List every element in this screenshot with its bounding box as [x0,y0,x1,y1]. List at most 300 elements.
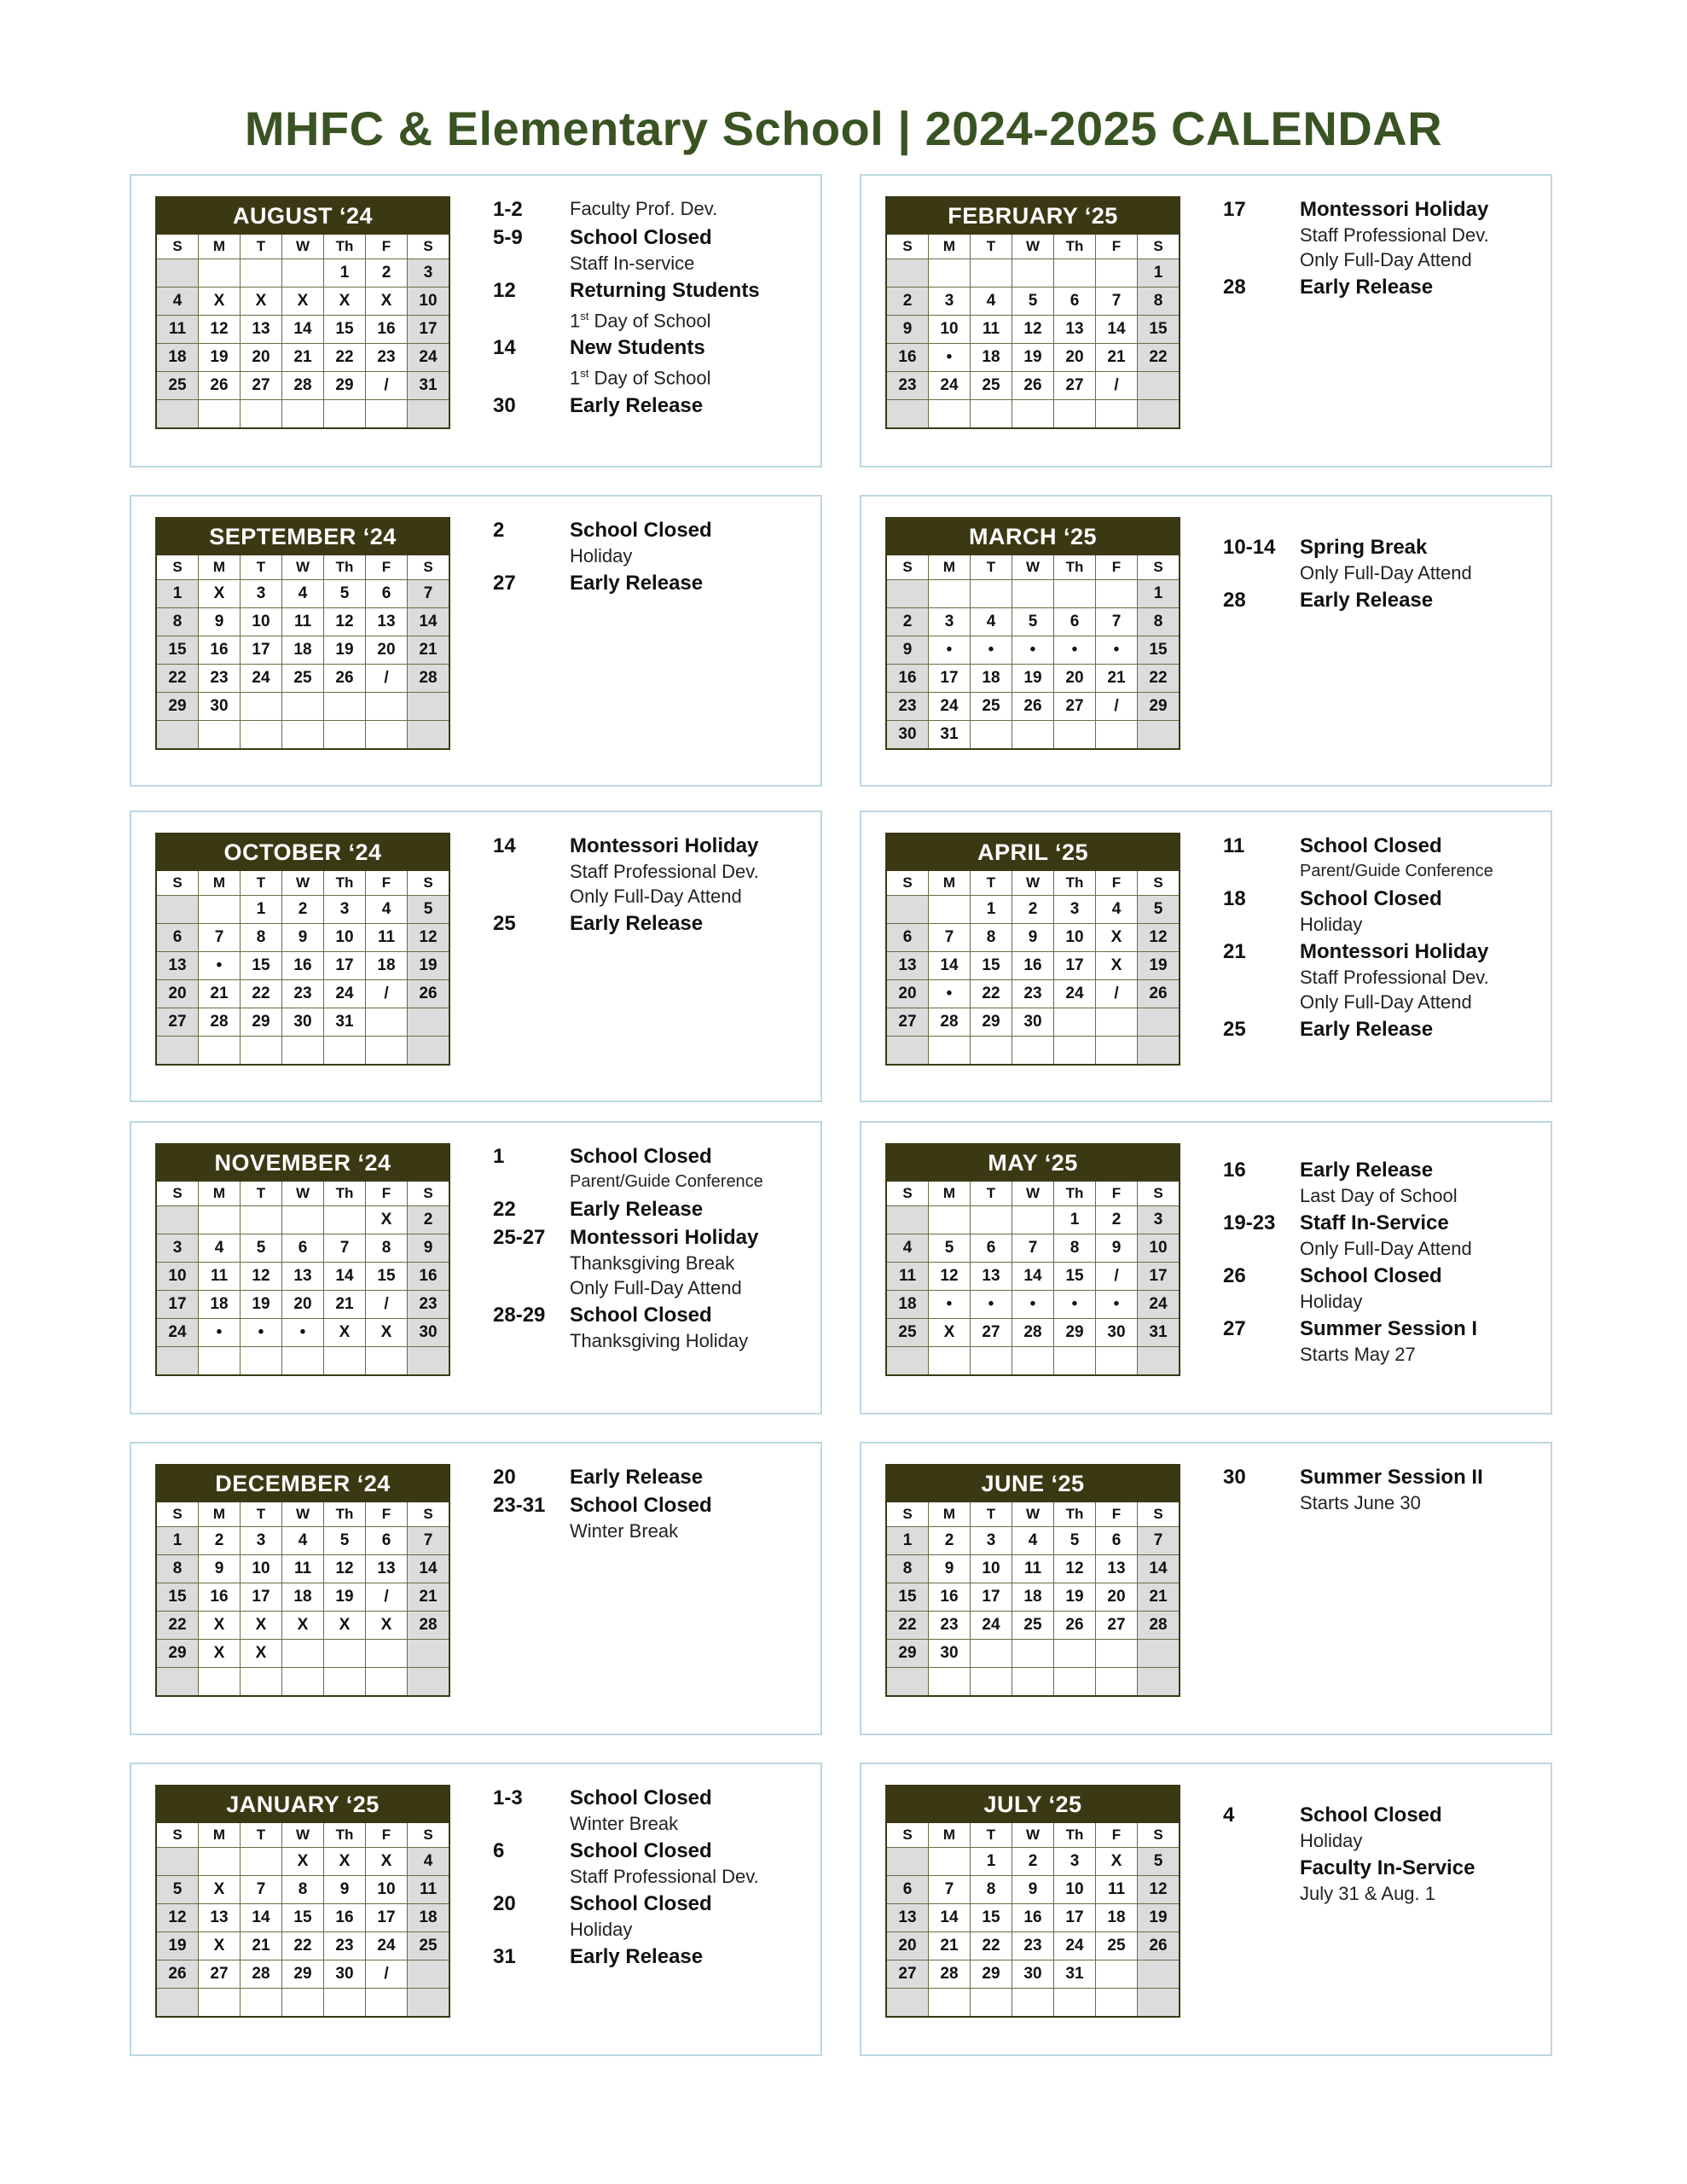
week-row [156,1234,449,1263]
event-body [570,1492,817,1543]
day-cell: 12 [156,1904,199,1932]
day-cell: X [199,1876,241,1904]
day-cell: 25 [971,372,1012,400]
day-cell: 28 [929,1960,971,1989]
day-cell [282,1640,324,1668]
day-cell [282,721,324,750]
day-cell: 3 [929,288,971,316]
month-header-row [886,1144,1180,1182]
event-date: 27 [493,572,516,595]
day-cell: 17 [1054,1904,1096,1932]
event-body [1300,1157,1547,1208]
day-cell [366,1008,408,1037]
day-cell: 2 [1096,1206,1138,1234]
day-cell: 22 [971,980,1012,1008]
day-cell: 18 [1096,1904,1138,1932]
day-cell: 13 [199,1904,241,1932]
day-cell [886,400,929,429]
day-cell: 3 [324,896,366,924]
weekday-label: T [971,871,1012,896]
week-row [886,1583,1180,1612]
day-cell: 3 [156,1234,199,1263]
day-cell [1096,400,1138,429]
event-item [493,334,817,390]
event-title: School Closed [570,1892,712,1915]
month-box [130,1442,822,1735]
day-cell [1012,721,1054,750]
day-cell: 17 [324,952,366,980]
day-cell: 12 [1012,316,1054,344]
weekday-label: S [156,1182,199,1206]
day-cell: 5 [241,1234,282,1263]
day-cell [1138,1960,1180,1989]
day-cell [241,1347,282,1376]
event-title: Montessori Holiday [570,1226,759,1249]
day-cell: X [199,1932,241,1960]
weekday-label: T [971,1823,1012,1848]
day-cell: 7 [408,1527,450,1555]
day-cell: 15 [971,952,1012,980]
event-title: Early Release [570,1198,704,1221]
day-cell: X [1096,924,1138,952]
day-cell: 15 [324,316,366,344]
day-cell: 9 [929,1555,971,1583]
event-date: 2 [493,519,505,542]
event-item [493,392,817,419]
day-cell: 28 [408,1612,450,1640]
month-name: SEPTEMBER ‘24 [156,518,449,555]
day-cell [1012,1668,1054,1697]
day-cell: 6 [366,1527,408,1555]
week-row [156,344,449,372]
day-cell: 17 [366,1904,408,1932]
month-name: JUNE ‘25 [886,1465,1180,1502]
day-cell: 14 [929,1904,971,1932]
day-cell: 9 [199,608,241,636]
week-row [156,1876,449,1904]
day-cell: X [282,1612,324,1640]
day-cell [1012,259,1054,288]
day-cell [156,259,199,288]
day-cell: 23 [1012,980,1054,1008]
day-cell: 13 [971,1263,1012,1291]
event-body [1300,1316,1547,1367]
weekday-label: T [971,1502,1012,1527]
week-row [156,608,449,636]
event-list [1223,1464,1547,1517]
day-cell [156,1037,199,1066]
day-cell: 24 [1054,980,1096,1008]
event-body [1300,587,1547,613]
day-cell: 10 [241,608,282,636]
event-title: New Students [570,336,705,360]
day-cell: 13 [366,1555,408,1583]
event-list [1223,196,1547,302]
day-cell: 16 [324,1904,366,1932]
day-cell: 15 [1054,1263,1096,1291]
day-cell [929,1206,971,1234]
day-cell: 31 [929,721,971,750]
day-cell [1054,1989,1096,2018]
event-body [1300,1464,1547,1515]
week-row [156,980,449,1008]
week-row [886,1263,1180,1291]
day-cell: • [241,1319,282,1347]
day-cell: 24 [929,372,971,400]
day-cell [1054,721,1096,750]
day-cell: 24 [408,344,450,372]
day-cell: • [929,636,971,665]
day-cell: X [282,288,324,316]
event-title: School Closed [570,1304,712,1327]
event-detail: Only Full-Day Attend [1300,249,1472,270]
weekday-header-row [156,1823,449,1848]
day-cell: 14 [241,1904,282,1932]
day-cell: 8 [1138,608,1180,636]
event-date: 10-14 [1223,536,1276,559]
day-cell: / [366,1960,408,1989]
month-box [130,1763,822,2056]
day-cell: • [199,952,241,980]
day-cell: 30 [886,721,929,750]
day-cell: 14 [1138,1555,1180,1583]
event-detail: Winter Break [570,1520,679,1542]
day-cell: 3 [408,259,450,288]
day-cell: X [324,1848,366,1876]
weekday-label: F [366,1182,408,1206]
day-cell: 23 [324,1932,366,1960]
day-cell: 4 [1012,1527,1054,1555]
day-cell: 18 [366,952,408,980]
day-cell [241,1848,282,1876]
event-detail: Holiday [570,1919,633,1940]
weekday-label: Th [324,871,366,896]
weekday-label: Th [1054,235,1096,259]
day-cell: 21 [929,1932,971,1960]
day-cell: 17 [408,316,450,344]
day-cell [366,1989,408,2018]
day-cell: 17 [929,665,971,693]
event-detail: Starts June 30 [1300,1492,1421,1513]
day-cell: 5 [1138,1848,1180,1876]
day-cell: 7 [929,924,971,952]
day-cell [886,580,929,608]
day-cell: 6 [886,1876,929,1904]
day-cell: X [366,288,408,316]
day-cell [1138,372,1180,400]
month-calendar [155,1464,450,1697]
day-cell: 19 [156,1932,199,1960]
week-row [156,1291,449,1319]
event-title: School Closed [570,1839,712,1862]
day-cell: 29 [282,1960,324,1989]
event-detail: Only Full-Day Attend [1300,562,1472,584]
week-row [886,1008,1180,1037]
month-name: APRIL ‘25 [886,834,1180,871]
event-detail: Holiday [1300,1830,1363,1851]
day-cell [971,1037,1012,1066]
event-detail: Staff In-service [570,253,695,274]
day-cell [156,1206,199,1234]
event-item [493,833,817,909]
day-cell: 12 [241,1263,282,1291]
week-row [886,1640,1180,1668]
weekday-label: M [199,1823,241,1848]
month-header-row [886,1465,1180,1502]
day-cell: 10 [156,1263,199,1291]
day-cell [971,1206,1012,1234]
day-cell: X [241,1612,282,1640]
weekday-label: S [156,1502,199,1527]
week-row [886,1932,1180,1960]
day-cell [199,721,241,750]
event-detail: Holiday [1300,1291,1363,1312]
event-body [1300,1802,1547,1853]
day-cell: 31 [324,1008,366,1037]
day-cell: 27 [886,1008,929,1037]
event-item [493,1302,817,1353]
event-detail: 1st Day of School [570,367,711,389]
day-cell [1138,721,1180,750]
day-cell [1012,1989,1054,2018]
day-cell: 22 [156,665,199,693]
day-cell: X [366,1612,408,1640]
month-name: NOVEMBER ‘24 [156,1144,449,1182]
day-cell: 19 [1138,952,1180,980]
day-cell: 26 [199,372,241,400]
day-cell: 27 [156,1008,199,1037]
event-detail: Winter Break [570,1813,679,1834]
day-cell: • [199,1319,241,1347]
day-cell: 19 [1012,344,1054,372]
day-cell: 30 [408,1319,450,1347]
day-cell: • [929,980,971,1008]
day-cell: / [366,1291,408,1319]
event-body [570,1224,817,1300]
day-cell: 11 [156,316,199,344]
weekday-label: S [886,871,929,896]
day-cell: 11 [971,316,1012,344]
month-calendar [155,517,450,750]
event-body [570,277,817,333]
event-date: 5-9 [493,226,523,249]
day-cell: 3 [1138,1206,1180,1234]
event-body [570,1302,817,1353]
weekday-label: S [1138,871,1180,896]
weekday-label: S [408,1823,450,1848]
month-header-row [886,834,1180,871]
day-cell: 20 [1054,665,1096,693]
day-cell: 12 [199,316,241,344]
day-cell: 7 [929,1876,971,1904]
day-cell: 14 [1012,1263,1054,1291]
week-row [886,1527,1180,1555]
day-cell [156,1347,199,1376]
day-cell [199,1989,241,2018]
day-cell: 9 [408,1234,450,1263]
day-cell [241,693,282,721]
day-cell: 7 [408,580,450,608]
event-date: 30 [493,393,516,417]
event-item [1223,833,1547,884]
day-cell: 23 [886,693,929,721]
day-cell: / [366,980,408,1008]
event-title: Montessori Holiday [1300,940,1489,963]
day-cell: • [971,1291,1012,1319]
weekday-label: S [1138,1502,1180,1527]
day-cell [971,1989,1012,2018]
day-cell [156,1668,199,1697]
month-box [130,1121,822,1414]
day-cell [1096,1960,1138,1989]
week-row [886,580,1180,608]
week-row [886,608,1180,636]
event-date: 11 [1223,834,1245,857]
event-title: Early Release [570,1466,704,1489]
weekday-label: S [408,1502,450,1527]
weekday-label: Th [1054,555,1096,580]
day-cell: 24 [324,980,366,1008]
day-cell [1096,580,1138,608]
day-cell: 29 [241,1008,282,1037]
day-cell: 6 [1054,288,1096,316]
day-cell: X [366,1848,408,1876]
day-cell: 30 [199,693,241,721]
day-cell: 2 [199,1527,241,1555]
day-cell: X [324,1319,366,1347]
event-list [493,1143,817,1355]
event-title: Early Release [570,912,704,935]
day-cell: 17 [241,1583,282,1612]
day-cell: 28 [241,1960,282,1989]
event-body [1300,196,1547,272]
month-header-row [156,1465,449,1502]
event-body [570,833,817,909]
day-cell [241,1668,282,1697]
day-cell: 24 [156,1319,199,1347]
weekday-label: Th [324,1182,366,1206]
day-cell: 21 [199,980,241,1008]
day-cell [199,1848,241,1876]
day-cell: 13 [886,952,929,980]
weekday-label: W [1012,1502,1054,1527]
weekday-label: S [886,1182,929,1206]
day-cell: 29 [324,372,366,400]
event-date: 1-3 [493,1786,523,1809]
day-cell: 4 [971,608,1012,636]
day-cell: 29 [971,1008,1012,1037]
week-row [886,924,1180,952]
day-cell: 11 [282,1555,324,1583]
day-cell: 22 [1138,665,1180,693]
day-cell [1138,1640,1180,1668]
week-row [886,1904,1180,1932]
weekday-label: W [1012,871,1054,896]
day-cell: 18 [156,344,199,372]
event-title: Summer Session I [1300,1317,1478,1340]
day-cell: 4 [886,1234,929,1263]
day-cell: 17 [241,636,282,665]
day-cell: 21 [1096,344,1138,372]
event-item [1223,1016,1547,1043]
event-title: School Closed [1300,1264,1442,1287]
day-cell [408,721,450,750]
day-cell: 22 [282,1932,324,1960]
week-row [156,1960,449,1989]
weekday-header-row [886,235,1180,259]
week-row [156,372,449,400]
day-cell [929,896,971,924]
event-title: School Closed [570,226,712,249]
day-cell [1096,721,1138,750]
week-row [156,1347,449,1376]
event-detail: Thanksgiving Holiday [570,1330,749,1351]
day-cell [886,896,929,924]
weekday-label: M [199,555,241,580]
weekday-label: F [366,871,408,896]
week-row [156,721,449,750]
month-header-row [886,518,1180,555]
day-cell: 17 [1138,1263,1180,1291]
day-cell: 16 [408,1263,450,1291]
day-cell: 26 [408,980,450,1008]
weekday-label: T [241,1182,282,1206]
day-cell [366,1347,408,1376]
day-cell: 25 [282,665,324,693]
day-cell: X [929,1319,971,1347]
day-cell [1012,400,1054,429]
day-cell: 20 [241,344,282,372]
day-cell: • [929,344,971,372]
day-cell: 31 [408,372,450,400]
event-detail: Parent/Guide Conference [570,1172,763,1191]
event-date: 14 [493,834,516,857]
day-cell: 23 [199,665,241,693]
event-title: Returning Students [570,279,760,302]
day-cell: 25 [886,1319,929,1347]
event-item [493,1143,817,1194]
day-cell: 18 [408,1904,450,1932]
day-cell: 11 [1012,1555,1054,1583]
day-cell: 18 [971,344,1012,372]
week-row [156,952,449,980]
day-cell [1138,1989,1180,2018]
day-cell: 29 [156,693,199,721]
day-cell [366,721,408,750]
day-cell [282,1668,324,1697]
event-title: School Closed [1300,887,1442,910]
event-title: School Closed [570,1145,712,1168]
event-date: 25-27 [493,1226,546,1249]
event-date: 14 [493,336,516,360]
day-cell: X [324,1612,366,1640]
day-cell: X [199,580,241,608]
day-cell: 4 [366,896,408,924]
day-cell: 21 [241,1932,282,1960]
event-item [493,1785,817,1836]
day-cell: 23 [1012,1932,1054,1960]
weekday-label: W [282,1502,324,1527]
week-row [156,1319,449,1347]
week-row [156,636,449,665]
day-cell [1096,1347,1138,1376]
day-cell: 28 [1138,1612,1180,1640]
day-cell: 1 [1138,580,1180,608]
day-cell: 11 [1096,1876,1138,1904]
day-cell [1096,1640,1138,1668]
day-cell: 24 [366,1932,408,1960]
day-cell [408,1960,450,1989]
